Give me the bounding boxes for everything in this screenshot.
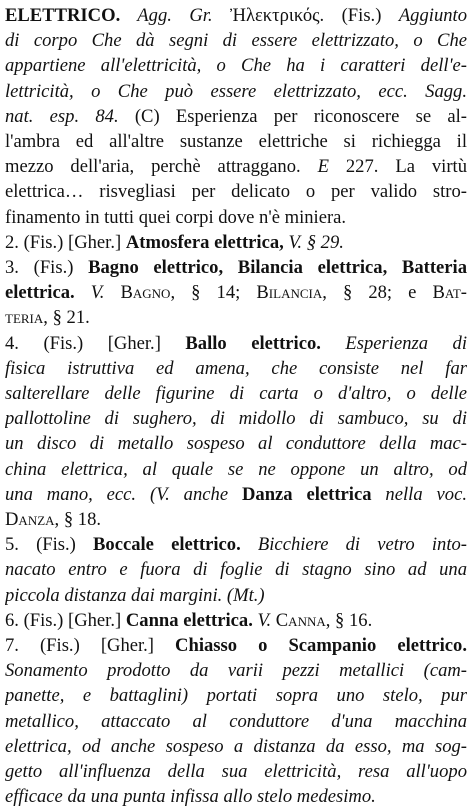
entry-line: [5, 29, 467, 53]
definition-text: nella voc.: [371, 483, 467, 505]
definition-text: lettricità, o Che può essere elettrizzato, ecc. Sagg.: [5, 80, 467, 102]
definition-text: fisica istruttiva ed amena, che consiste nel far: [5, 357, 467, 379]
entry-line: [5, 80, 467, 104]
definition-text: , § 14;: [170, 282, 257, 304]
entry-line: [5, 382, 467, 406]
definition-text: l'ambra ed all'altre sustanze elettriche si richiegga il: [5, 131, 467, 152]
definition-text: china elettrica, al quale se ne oppone un altro, od: [5, 458, 467, 480]
headword-text: Chiasso o Scampanio elettrico.: [175, 635, 467, 656]
cross-reference-text: Bat-: [432, 282, 467, 304]
entry-line: [5, 231, 467, 255]
entry-line: [5, 206, 467, 230]
entry-line: [5, 533, 467, 557]
entry-line: [5, 357, 467, 381]
definition-text: V. § 29.: [283, 231, 344, 253]
entry-line: [5, 256, 467, 280]
definition-text: nacato entro e fuora di foglie di stagno sino ad una: [5, 559, 467, 581]
headword-text: Danza elettrica: [241, 483, 372, 505]
definition-text: un disco di metallo sospeso al conduttore della mac-: [5, 433, 467, 455]
definition-text: salterellare delle figurine di carta o d'altro, o delle: [5, 383, 467, 404]
headword-text: Atmosfera elettrica,: [125, 231, 284, 253]
cross-reference-text: Bilancia: [256, 282, 323, 304]
definition-text: 2. (Fis.) [Gher.]: [5, 231, 126, 253]
entry-line: [5, 735, 467, 759]
definition-text: piccola distanza dai margini. (Mt.): [5, 584, 265, 606]
entry-line: [5, 558, 467, 582]
dictionary-page: [5, 4, 467, 808]
entry-line: [5, 432, 467, 456]
entry-line: [5, 155, 467, 179]
entry-line: [5, 483, 467, 507]
definition-text: finamento in tutti quei corpi dove n'è miniera.: [5, 206, 347, 228]
headword-text: Boccale elettrico.: [93, 534, 241, 556]
definition-text: Sonamento prodotto da varii pezzi metallici (cam-: [5, 660, 467, 682]
definition-text: metallico, attaccato al conduttore d'una macchina: [5, 710, 467, 732]
definition-text: elettrica… risvegliasi per delicato o per valido stro-: [5, 181, 467, 203]
cross-reference-text: Canna: [275, 609, 326, 631]
definition-text: elettrica, od anche sospeso a distanza da esso, ma sog-: [5, 735, 467, 757]
definition-text: 4. (Fis.) [Gher.]: [5, 332, 186, 354]
definition-text: mezzo dell'aria, perchè attraggano.: [5, 156, 318, 178]
definition-text: , § 28; e: [322, 282, 433, 304]
headword-text: Canna elettrica.: [125, 609, 253, 631]
definition-text: 3. (Fis.): [5, 257, 89, 278]
definition-text: getto all'influenza della sua elettricità, resa all'uopo: [5, 761, 467, 782]
headword-text: ELETTRICO.: [5, 5, 121, 26]
definition-text: nat. esp. 84.: [5, 105, 119, 127]
definition-text: Ἠλεκτρικός.: [230, 5, 325, 26]
entry-line: [5, 281, 467, 305]
definition-text: Bicchiere di vetro into-: [240, 534, 467, 556]
definition-text: 227. La virtù: [328, 156, 467, 178]
headword-text: elettrica.: [5, 282, 75, 304]
entry-line: [5, 584, 467, 608]
definition-text: , § 16.: [325, 609, 373, 631]
definition-text: 5. (Fis.): [5, 534, 94, 556]
headword-text: Ballo elettrico.: [185, 332, 321, 354]
definition-text: , § 18.: [54, 509, 102, 530]
entry-line: [5, 760, 467, 784]
definition-text: Agg. Gr.: [120, 5, 230, 26]
definition-text: (Fis.): [324, 5, 399, 26]
entry-line: [5, 54, 467, 78]
definition-text: V.: [252, 609, 276, 631]
cross-reference-text: Bagno: [120, 282, 171, 304]
definition-text: , § 21.: [43, 307, 90, 329]
entry-line: [5, 458, 467, 482]
cross-reference-text: Danza: [5, 509, 55, 530]
entry-line: [5, 407, 467, 431]
cross-reference-text: teria: [5, 307, 44, 329]
entry-line: [5, 508, 467, 532]
definition-text: panette, e battaglini) portati sopra uno stelo, pur: [5, 685, 467, 707]
headword-text: Bagno elettrico, Bilancia elettrica, Batteria: [88, 257, 467, 278]
definition-text: efficace da una punta infissa allo stelo medesimo.: [5, 786, 376, 808]
entry-line: [5, 659, 467, 683]
entry-line: [5, 684, 467, 708]
entry-line: [5, 710, 467, 734]
definition-text: una mano, ecc. (V. anche: [5, 483, 242, 505]
entry-line: [5, 105, 467, 129]
entry-line: [5, 634, 467, 658]
entry-line: [5, 130, 467, 154]
definition-text: V.: [74, 282, 121, 304]
entry-line: [5, 609, 467, 633]
definition-text: E: [317, 156, 329, 178]
definition-text: 6. (Fis.) [Gher.]: [5, 609, 126, 631]
definition-text: pallottoline di sughero, di midollo di sambuco, su di: [5, 408, 467, 430]
entry-line: [5, 332, 467, 356]
entry-line: [5, 785, 467, 809]
entry-line: [5, 4, 467, 28]
definition-text: Esperienza di: [320, 332, 467, 354]
definition-text: di corpo Che dà segni di essere elettrizzato, o Che: [5, 30, 467, 52]
entry-line: [5, 180, 467, 204]
entry-line: [5, 306, 467, 330]
definition-text: (C) Esperienza per riconoscere se al-: [118, 105, 467, 127]
definition-text: appartiene all'elettricità, o Che ha i caratteri dell'e-: [5, 55, 467, 77]
definition-text: Aggiunto: [398, 5, 467, 26]
definition-text: 7. (Fis.) [Gher.]: [5, 635, 176, 656]
